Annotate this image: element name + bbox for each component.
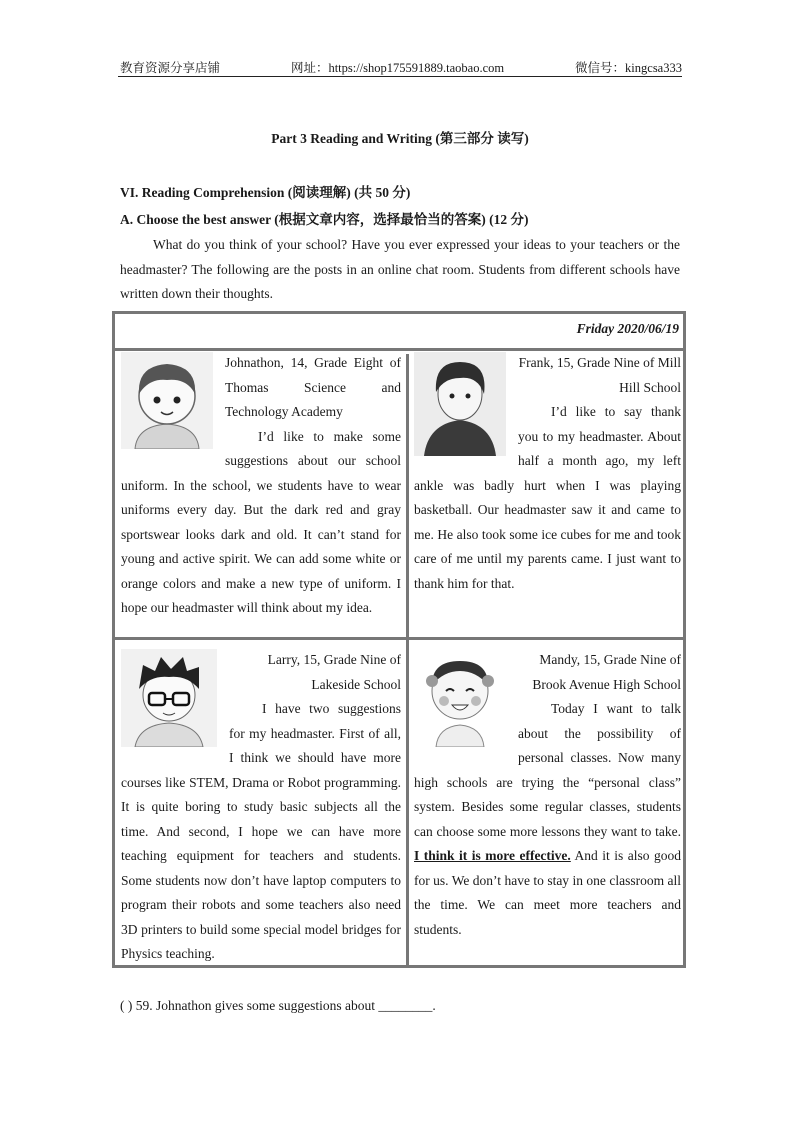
post-author: Johnathon, 14, Grade Eight of Thomas Science and Technology Academy	[225, 355, 401, 419]
post-author: Frank, 15, Grade Nine of Mill Hill School	[518, 355, 681, 395]
posts-table	[112, 311, 686, 968]
question-59: ( ) 59. Johnathon gives some suggestions about ________.	[120, 998, 436, 1013]
post-body: Today I want to talk about the possibility of personal classes. Now many high schools are trying the “personal class” system. Besides some regular classes, students can choose some more lessons they want to take. I think it is more effective. And it is also good for us. We don’t have to stay in one classroom all the time. We can meet more teachers and students.	[414, 701, 681, 937]
subsection-title: A. Choose the best answer (根据文章内容，选择最恰当的答案) (12 分)	[120, 212, 529, 227]
post-author: Mandy, 15, Grade Nine of Brook Avenue High School	[532, 652, 681, 692]
underlined-sentence: I think it is more effective.	[414, 848, 571, 863]
page-header	[120, 58, 682, 76]
girl-avatar-icon	[414, 649, 506, 747]
post-body: I’d like to say thank you to my headmaster. About half a month ago, my left ankle was badly hurt when I was playing basketball. Our headmaster saw it and came to me. He also took some ice cubes for me and took care of me until my parents came. I just want to thank him for that.	[414, 404, 681, 591]
header-wechat: 微信号：kingcsa333	[575, 61, 682, 75]
header-url: 网址：https://shop175591889.taobao.com	[290, 61, 505, 75]
post-date: Friday 2020/06/19	[115, 314, 683, 351]
column-divider	[406, 354, 409, 965]
part-title: Part 3 Reading and Writing (第三部分 读写)	[271, 131, 529, 146]
row-divider	[115, 637, 683, 640]
post-frank	[414, 351, 681, 596]
post-author: Larry, 15, Grade Nine of Lakeside School	[267, 652, 401, 692]
header-shop: 教育资源分享店铺	[120, 61, 221, 75]
post-johnathon	[121, 351, 401, 621]
intro-paragraph: What do you think of your school? Have you ever expressed your ideas to your teachers or the headmaster? The following are the posts in an online chat room. Students from different schools have written down their thoughts.	[120, 237, 680, 301]
post-larry	[121, 648, 401, 967]
boy-avatar-icon	[414, 352, 506, 456]
post-body: I’d like to make some suggestions about our school uniform. In the school, we students have to wear uniforms every day. But the dark red and gray sportswear looks dark and old. It can’t stand for young and active spirit. We can add some white or orange colors and make a new type of uniform. I hope our headmaster will think about my idea.	[121, 428, 401, 615]
header-rule	[118, 76, 682, 77]
post-body: I have two suggestions for my headmaster. First of all, I think we should have more courses like STEM, Drama or Robot programming. It is quite boring to study basic subjects all the time. And second, I hope we can have more teaching equipment for teachers and students. Some students now don’t have laptop computers to program their robots and some teachers also need 3D printers to build some special model bridges for Physics teaching.	[121, 701, 401, 961]
section-title: VI. Reading Comprehension (阅读理解) (共 50 分)	[120, 185, 411, 200]
boy-glasses-avatar-icon	[121, 649, 217, 747]
boy-avatar-icon	[121, 352, 213, 449]
post-mandy	[414, 648, 681, 942]
